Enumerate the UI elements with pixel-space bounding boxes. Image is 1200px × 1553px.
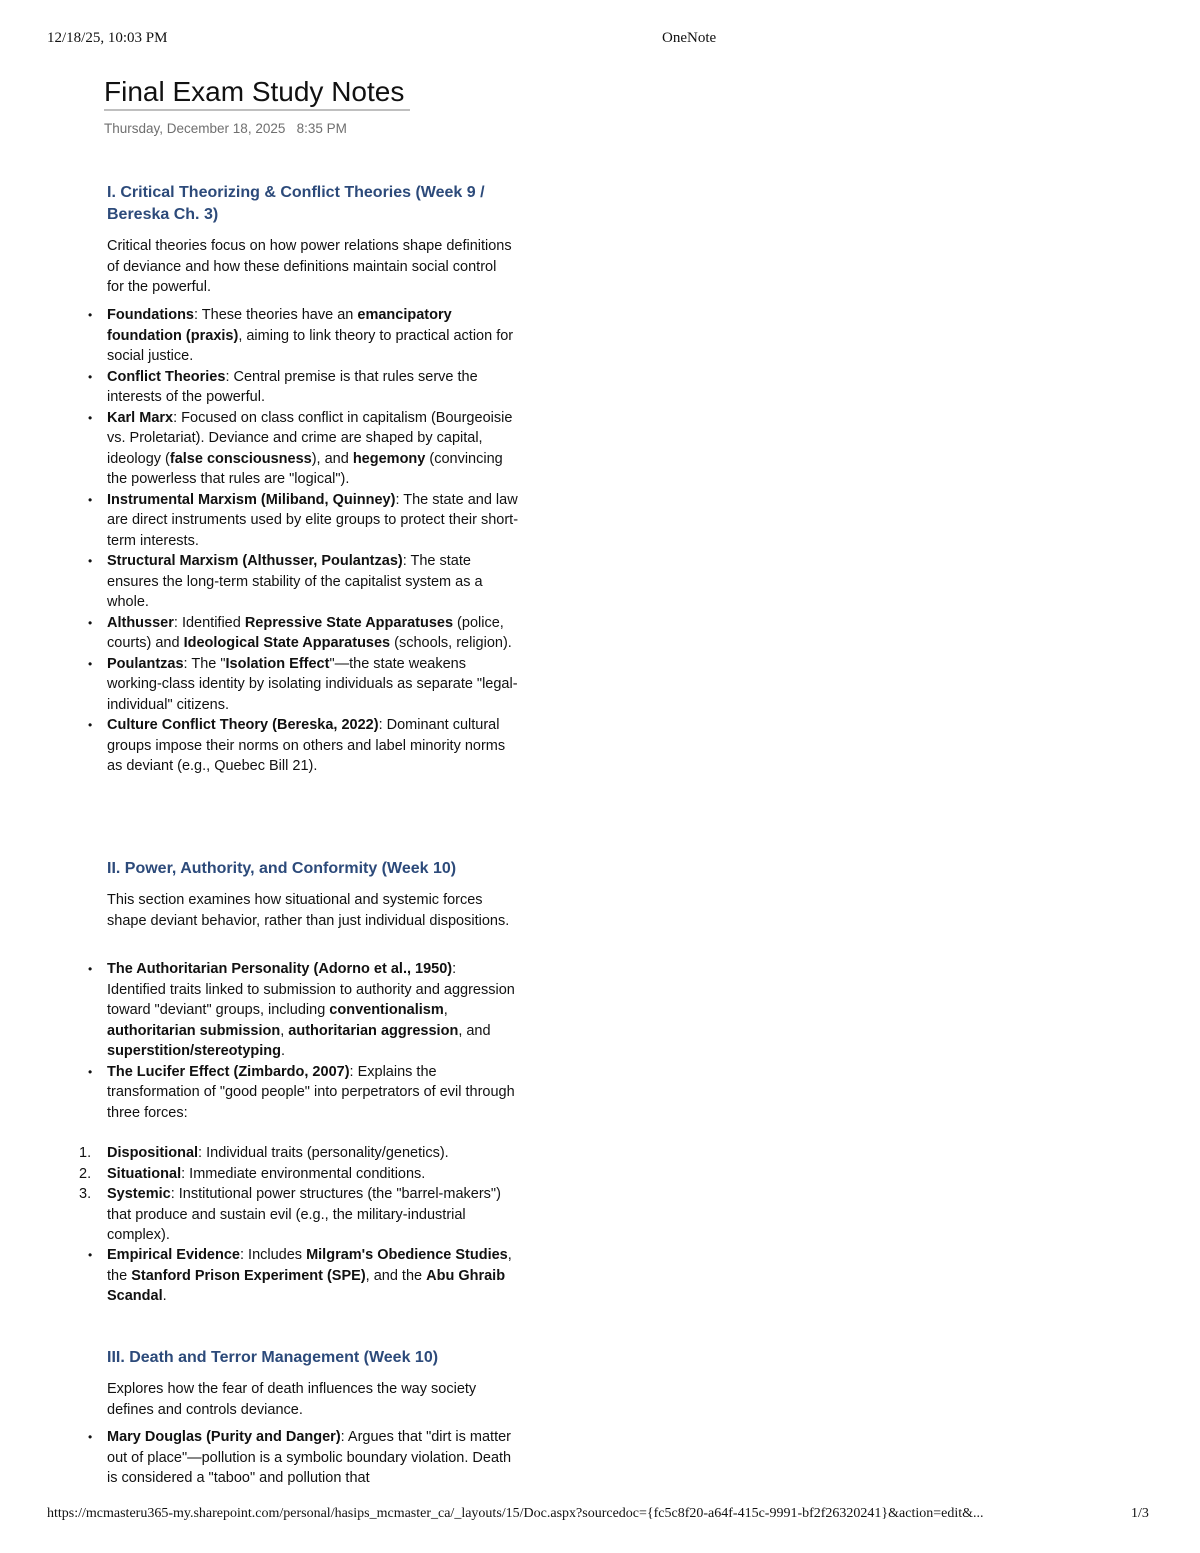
- section-intro-1: Critical theories focus on how power relations shape definitions of deviance and how these definitions maintain social control for the powerful.: [107, 238, 512, 296]
- section-intro-2: This section examines how situational and systemic forces shape deviant behavior, rather than just individual dispositions.: [107, 892, 510, 929]
- list-item: • Conflict Theories: Central premise is that rules serve the interests of the powerful.: [107, 367, 519, 408]
- numbered-item: 1. Dispositional: Individual traits (personality/genetics).: [79, 1145, 449, 1161]
- section-1-list: [107, 305, 519, 777]
- page-title: Final Exam Study Notes: [104, 76, 410, 111]
- list-item: • The Lucifer Effect (Zimbardo, 2007): Explains the transformation of "good people" into perpetrators of evil through three forces:: [107, 1062, 519, 1124]
- list-item: • Poulantzas: The "Isolation Effect"—the state weakens working-class identity by isolating individuals as separate "legal-individual" citizens.: [107, 654, 519, 716]
- list-item: • Instrumental Marxism (Miliband, Quinney): The state and law are direct instruments used by elite groups to protect their short-term interests.: [107, 490, 519, 552]
- section-3-list: [107, 1427, 519, 1489]
- numbered-item: 3. Systemic: Institutional power structures (the "barrel-makers") that produce and sustain evil (e.g., the military-industrial complex).: [79, 1186, 501, 1243]
- print-page-count: 1/3: [1131, 1506, 1149, 1521]
- print-app-name: OneNote: [662, 30, 717, 46]
- list-item: • Foundations: These theories have an emancipatory foundation (praxis), aiming to link theory to practical action for social justice.: [107, 305, 519, 367]
- section-2-list-cont: [107, 1245, 519, 1307]
- list-item: • Culture Conflict Theory (Bereska, 2022): Dominant cultural groups impose their norms on others and label minority norms as deviant (e.g., Quebec Bill 21).: [107, 715, 519, 777]
- section-intro-3: Explores how the fear of death influences the way society defines and controls deviance.: [107, 1381, 477, 1418]
- section-heading-3: III. Death and Terror Management (Week 10): [107, 1349, 439, 1366]
- print-url: https://mcmasteru365-my.sharepoint.com/personal/hasips_mcmaster_ca/_layouts/15/Doc.aspx?sourcedoc={fc5c8f20-a64f-415c-9991-bf2f26320241}&action=edit&...: [47, 1506, 984, 1521]
- section-2-list: [107, 959, 519, 1123]
- list-item: • Karl Marx: Focused on class conflict in capitalism (Bourgeoisie vs. Proletariat). Deviance and crime are shaped by capital, ideology (false consciousness), and hegemony (convincing the powerless that rules are "logical").: [107, 408, 519, 490]
- list-item: • The Authoritarian Personality (Adorno et al., 1950): Identified traits linked to submission to authority and aggression toward "deviant" groups, including conventionalism, authoritarian submission, authoritarian aggression, and superstition/stereotyping.: [107, 959, 519, 1062]
- list-item: • Althusser: Identified Repressive State Apparatuses (police, courts) and Ideological State Apparatuses (schools, religion).: [107, 613, 519, 654]
- page-date: [104, 121, 347, 136]
- page-date-day: Thursday, December 18, 2025: [104, 121, 286, 136]
- numbered-item: 2. Situational: Immediate environmental conditions.: [79, 1165, 426, 1182]
- section-2-numbered-list: [79, 1143, 519, 1246]
- page-date-time: 8:35 PM: [296, 121, 347, 136]
- section-heading-1: I. Critical Theorizing & Conflict Theories (Week 9 / Bereska Ch. 3): [107, 184, 485, 223]
- print-timestamp: 12/18/25, 10:03 PM: [47, 30, 168, 46]
- list-item: • Structural Marxism (Althusser, Poulantzas): The state ensures the long-term stability of the capitalist system as a whole.: [107, 551, 519, 613]
- list-item: • Mary Douglas (Purity and Danger): Argues that "dirt is matter out of place"—pollution is a symbolic boundary violation. Death is considered a "taboo" and pollution that: [107, 1427, 519, 1489]
- list-item: • Empirical Evidence: Includes Milgram's Obedience Studies, the Stanford Prison Experiment (SPE), and the Abu Ghraib Scandal.: [107, 1245, 519, 1307]
- section-heading-2: II. Power, Authority, and Conformity (Week 10): [107, 860, 457, 877]
